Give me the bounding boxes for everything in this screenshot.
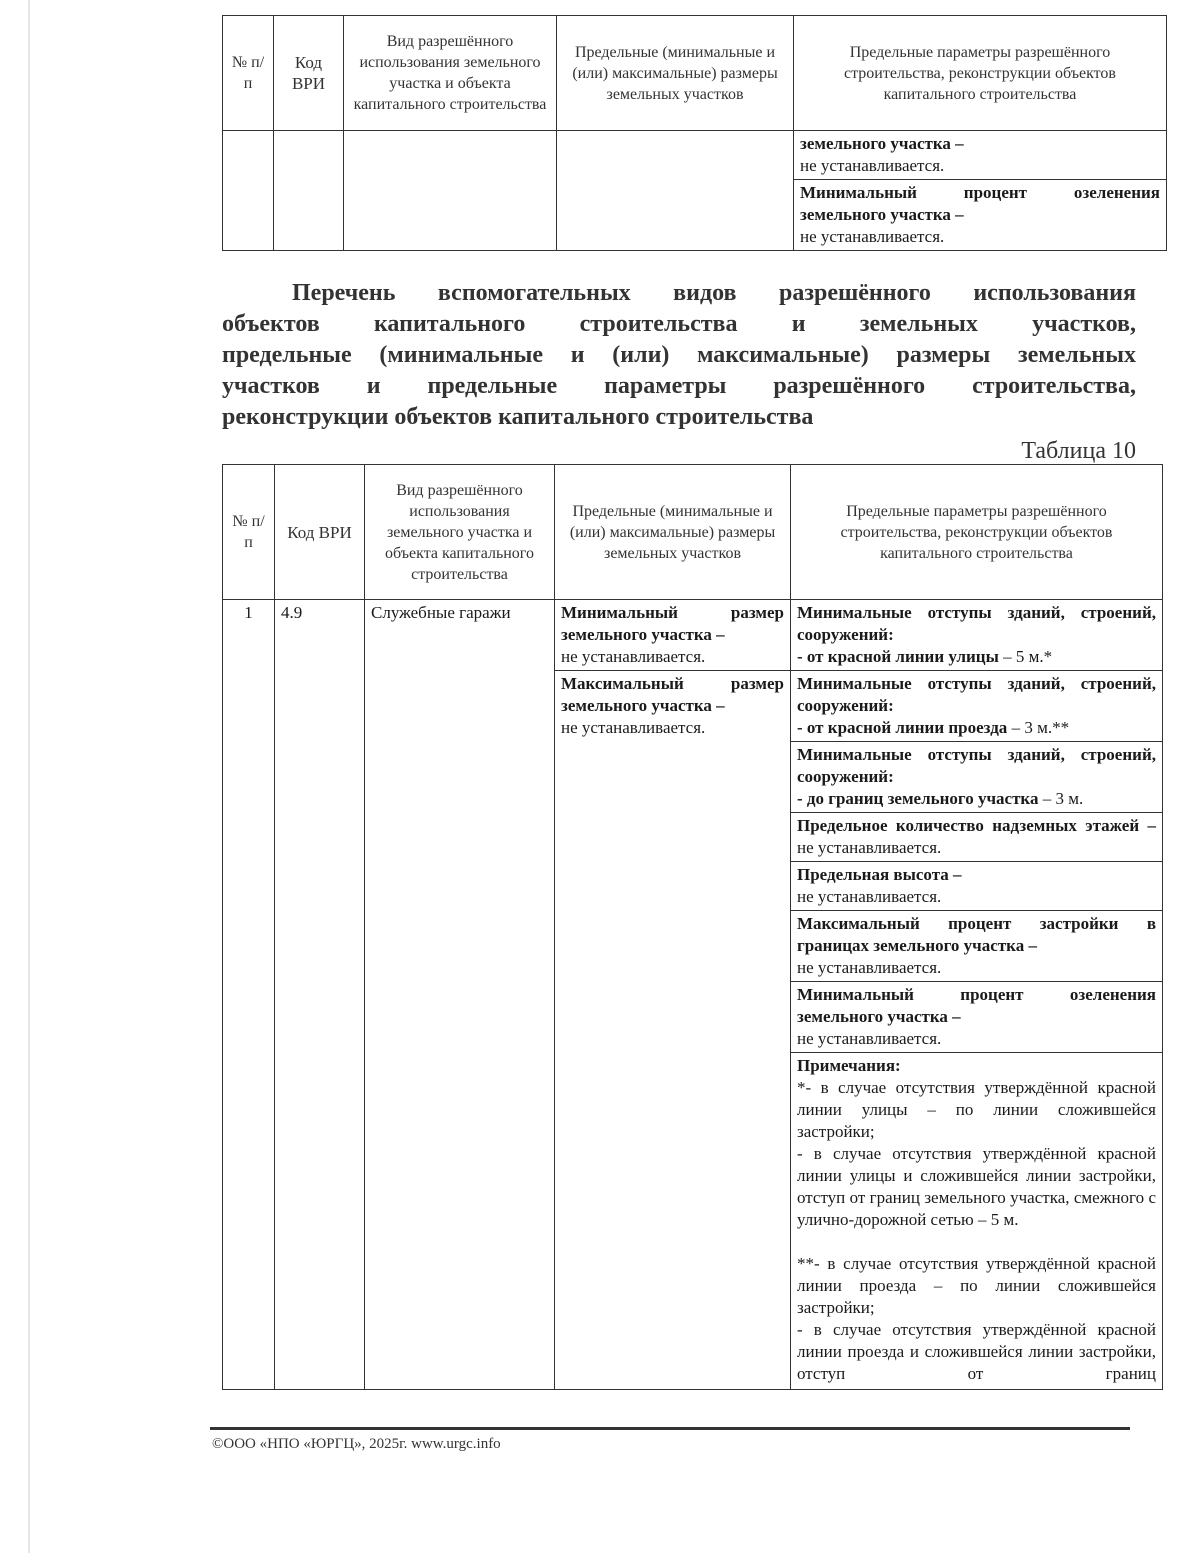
param-block [794,131,1166,180]
size-block-heading: Максимальный размер земельного участка – [561,674,784,715]
param-block [791,911,1162,982]
header-sizes: Предельные (минимальные и (или) максимальные) размеры земельных участков [555,465,791,600]
footer-copyright: ©ООО «НПО «ЮРГЦ», 2025г. www.urgc.info [212,1436,501,1452]
section-title-line: участков и предельные параметры разрешённого строительства, [222,373,1136,399]
header-num: № п/п [223,16,274,131]
param-block [791,742,1162,813]
table-header-row [223,465,1163,600]
param-block-subheading: - до границ земельного участка [797,789,1039,808]
param-block [791,600,1162,671]
param-block-heading: Предельное количество надземных этажей – [797,816,1156,835]
param-block-value: не устанавливается. [797,1029,942,1048]
table-header-row [223,16,1167,131]
header-num: № п/п [223,465,275,600]
table-label: Таблица 10 [1021,438,1136,464]
section-title-line: предельные (минимальные и (или) максимальные) размеры земельных [222,342,1136,368]
header-sizes: Предельные (минимальные и (или) максимальные) размеры земельных участков [557,16,794,131]
param-block-heading: Минимальные отступы зданий, строений, сооружений: [797,745,1156,786]
param-block-value: – 3 м.** [1007,718,1070,737]
main-table [222,464,1163,1390]
param-block-heading: Минимальный процент озеленения земельного участка – [797,985,1156,1026]
header-code: Код ВРИ [274,16,344,131]
param-block-value: не устанавливается. [797,958,942,977]
param-block [794,180,1166,250]
scan-edge [28,0,30,1553]
param-block [791,862,1162,911]
cell-code [274,131,344,251]
note: **- в случае отсутствия утверждённой красной линии проезда – по линии сложившейся застройки; [797,1254,1156,1317]
section-title-line: Перечень вспомогательных видов разрешённого использования [292,280,1136,306]
param-block [791,813,1162,862]
param-block-subheading: - от красной линии улицы [797,647,999,666]
size-block [555,600,790,671]
size-block [555,671,790,741]
cell-kind: Служебные гаражи [365,600,555,1390]
cell-params [794,131,1167,251]
cell-num: 1 [223,600,275,1390]
param-block-heading: Предельная высота – [797,865,962,884]
header-kind: Вид разрешённого использования земельного участка и объекта капитального строительства [365,465,555,600]
cell-params [791,600,1163,1390]
continuation-table [222,15,1167,251]
param-block [791,671,1162,742]
footer-rule [210,1427,1130,1430]
param-block-heading: Минимальные отступы зданий, строений, сооружений: [797,603,1156,644]
note: - в случае отсутствия утверждённой красной линии улицы и сложившейся линии застройки, отступ от границ земельного участка, смежного с улично-дорожной сетью – 5 м. [797,1144,1156,1229]
size-block-value: не устанавливается. [561,718,706,737]
note: *- в случае отсутствия утверждённой красной линии улицы – по линии сложившейся застройки; [797,1078,1156,1141]
param-block-value: не устанавливается. [797,887,942,906]
cell-sizes [557,131,794,251]
param-block-heading: земельного участка – [800,134,964,153]
param-block-value: не устанавливается. [797,838,942,857]
size-block-value: не устанавливается. [561,647,706,666]
param-block-subheading: - от красной линии проезда [797,718,1008,737]
header-params: Предельные параметры разрешённого строительства, реконструкции объектов капитального строительства [794,16,1167,131]
header-kind: Вид разрешённого использования земельного участка и объекта капитального строительства [344,16,557,131]
notes-title: Примечания: [797,1056,901,1075]
param-block-heading: Минимальные отступы зданий, строений, сооружений: [797,674,1156,715]
param-block-heading: Максимальный процент застройки в границах земельного участка – [797,914,1156,955]
cell-sizes [555,600,791,1390]
param-block-value: – 3 м. [1038,789,1084,808]
header-code: Код ВРИ [275,465,365,600]
param-block-value: не устанавливается. [800,227,945,246]
table-row [223,600,1163,1390]
notes-block [791,1053,1162,1387]
section-title [222,278,1136,433]
size-block-heading: Минимальный размер земельного участка – [561,603,784,644]
cell-num [223,131,274,251]
section-title-line: реконструкции объектов капитального строительства [222,404,814,430]
cell-kind [344,131,557,251]
param-block-value: – 5 м.* [998,647,1053,666]
param-block-heading: Минимальный процент озеленения земельного участка – [800,183,1160,224]
section-title-line: объектов капитального строительства и земельных участков, [222,311,1136,337]
note: - в случае отсутствия утверждённой красной линии проезда и сложившейся линии застройки, отступ от границ [797,1320,1156,1383]
table-row [223,131,1167,251]
param-block [791,982,1162,1053]
cell-code: 4.9 [275,600,365,1390]
header-params: Предельные параметры разрешённого строительства, реконструкции объектов капитального строительства [791,465,1163,600]
param-block-value: не устанавливается. [800,156,945,175]
